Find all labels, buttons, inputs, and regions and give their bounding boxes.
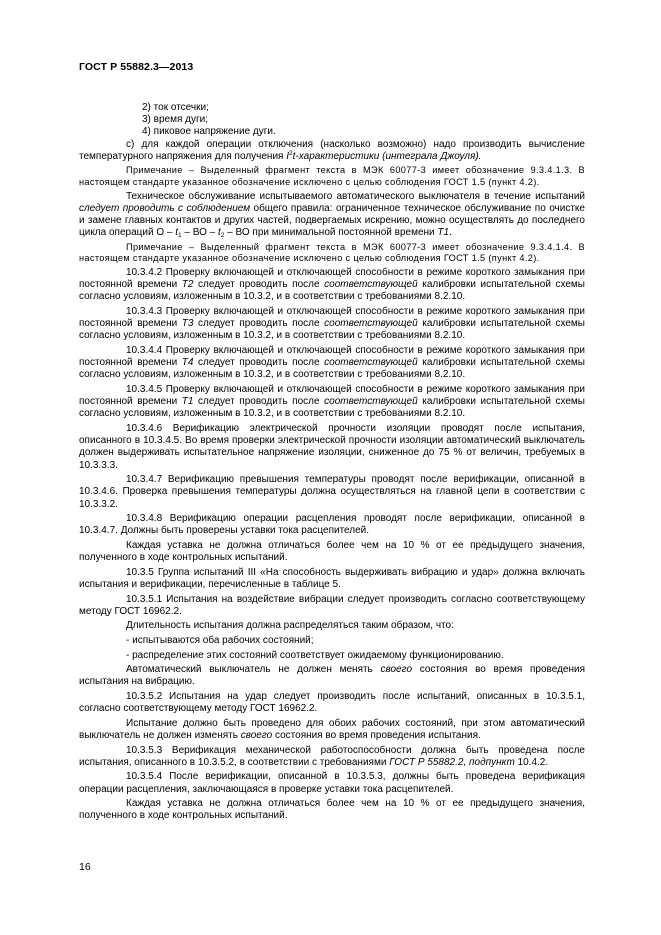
note-2: Примечание – Выделенный фрагмент текста в МЭК 60077-3 имеет обозначение 9.3.4.1.4. В настоящем стандарте указанное обозначение исключено с целью соблюдения ГОСТ 1.5 (пункт 4.2). bbox=[79, 241, 585, 264]
list-item-2: 3) время дуги; bbox=[142, 114, 209, 126]
page-number: 16 bbox=[79, 861, 91, 873]
paragraph-10-3-4-2: 10.3.4.2 Проверку включающей и отключающей способности в режиме короткого замыкания при постоянной времени T2 следует проводить после соответствующей калибровки испытательной схемы согласно условиям, изложенным в 10.3.2, и в соответствии с требованиями 8.2.10. bbox=[79, 267, 585, 303]
paragraph-10-3-4-5: 10.3.4.5 Проверку включающей и отключающей способности в режиме короткого замыкания при постоянной времени T1 следует проводить после соответствующей калибровки испытательной схемы согласно условиям, изложенным в 10.3.2, и в соответствии с требованиями 8.2.10. bbox=[79, 384, 585, 420]
paragraph-10-3-5-2: 10.3.5.2 Испытания на удар следует производить после испытаний, описанных в 10.3.5.1, согласно соответствующему методу ГОСТ 16962.2. bbox=[79, 690, 585, 715]
paragraph-10-3-4-3: 10.3.4.3 Проверку включающей и отключающей способности в режиме короткого замыкания при постоянной времени T3 следует проводить после соответствующей калибровки испытательной схемы согласно условиям, изложенным в 10.3.2, и в соответствии с требованиями 8.2.10. bbox=[79, 306, 585, 342]
paragraph-10-3-4-4: 10.3.4.4 Проверку включающей и отключающей способности в режиме короткого замыкания при постоянной времени T4 следует проводить после соответствующей калибровки испытательной схемы согласно условиям, изложенным в 10.3.2, и в соответствии с требованиями 8.2.10. bbox=[79, 345, 585, 381]
paragraph-setting-tolerance-2: Каждая уставка не должна отличаться более чем на 10 % от ее предыдущего значения, полученного в ходе контрольных испытаний. bbox=[79, 798, 585, 822]
list-item-1: 2) ток отсечки; bbox=[142, 102, 209, 113]
paragraph-maintenance: Техническое обслуживание испытываемого автоматического выключателя в течение испытаний следует проводить с соблюдением общего правила: ограниченное техническое обслуживание по очистке и замене главных контактов и других частей, подвергаемых искрению, можно осуществлять до последнего цикла операций О – $t_1$ – ВО – $t_2$ – ВО при минимальной постоянной времени T1. bbox=[79, 190, 585, 240]
note-1: Примечание – Выделенный фрагмент текста в МЭК 60077-3 имеет обозначение 9.3.4.1.3. В настоящем стандарте указанное обозначение исключено с целью соблюдения ГОСТ 1.5 (пункт 4.2). bbox=[79, 165, 585, 187]
dash-item-1: - испытываются оба рабочих состояний; bbox=[126, 635, 314, 646]
paragraph-10-3-5: 10.3.5 Группа испытаний III «На способность выдерживать вибрацию и удар» должна включать испытания и верификации, перечисленные в таблице 5. bbox=[79, 566, 585, 591]
paragraph-item-c: с) для каждой операции отключения (насколько возможно) надо производить вычисление температурного напряжения для получения $I^2t$-характеристики (интеграла Джоуля). bbox=[79, 138, 585, 162]
paragraph-10-3-5-3: 10.3.5.3 Верификация механической работоспособности должна быть проведена после испытания, описанного в 10.3.5.2, в соответствии с требованиями ГОСТ Р 55882.2, подпункт 10.4.2. bbox=[79, 744, 585, 768]
document-header: ГОСТ Р 55882.3—2013 bbox=[79, 61, 194, 73]
document-body bbox=[79, 102, 585, 825]
paragraph-10-3-4-7: 10.3.4.7 Верификацию превышения температуры проводят после верификации, описанной в 10.3.4.6. Проверка превышения температуры должна осуществляться на главной цепи в соответствии с 10.3.3.2. bbox=[79, 474, 585, 510]
paragraph-10-3-4-6: 10.3.4.6 Верификацию электрической прочности изоляции проводят после испытания, описанного в 10.3.4.5. Во время проверки электрической прочности изоляции автоматический выключатель должен выдерживать испытательное напряжение изоляции, сниженное до 75 % от величин, требуемых в 10.3.3.3. bbox=[79, 423, 585, 471]
paragraph-both-states: Испытание должно быть проведено для обоих рабочих состояний, при этом автоматический выключатель не должен изменять своего состояния во время проведения испытания. bbox=[79, 717, 585, 741]
paragraph-10-3-5-4: 10.3.5.4 После верификации, описанной в 10.3.5.3, должны быть проведена верификация операции расцепления, заключающаяся в проверке уставки тока расцепителей. bbox=[79, 771, 585, 795]
dash-item-2: - распределение этих состояний соответствует ожидаемому функционированию. bbox=[126, 649, 504, 661]
paragraph-10-3-4-8: 10.3.4.8 Верификацию операции расцепления проводят после верификации, описанной в 10.3.4.7. Должны быть проверены уставки тока расцепителей. bbox=[79, 513, 585, 537]
paragraph-breaker-vibration: Автоматический выключатель не должен менять своего состояния во время проведения испытания на вибрацию. bbox=[79, 664, 585, 688]
paragraph-setting-tolerance-1: Каждая уставка не должна отличаться более чем на 10 % от ее предыдущего значения, полученного в ходе контрольных испытаний. bbox=[79, 540, 585, 564]
paragraph-duration: Длительность испытания должна распределяться таким образом, что: bbox=[126, 620, 454, 632]
list-item-3: 4) пиковое напряжение дуги. bbox=[142, 126, 276, 138]
paragraph-10-3-5-1: 10.3.5.1 Испытания на воздействие вибрации следует производить согласно соответствующему методу ГОСТ 16962.2. bbox=[79, 593, 585, 617]
